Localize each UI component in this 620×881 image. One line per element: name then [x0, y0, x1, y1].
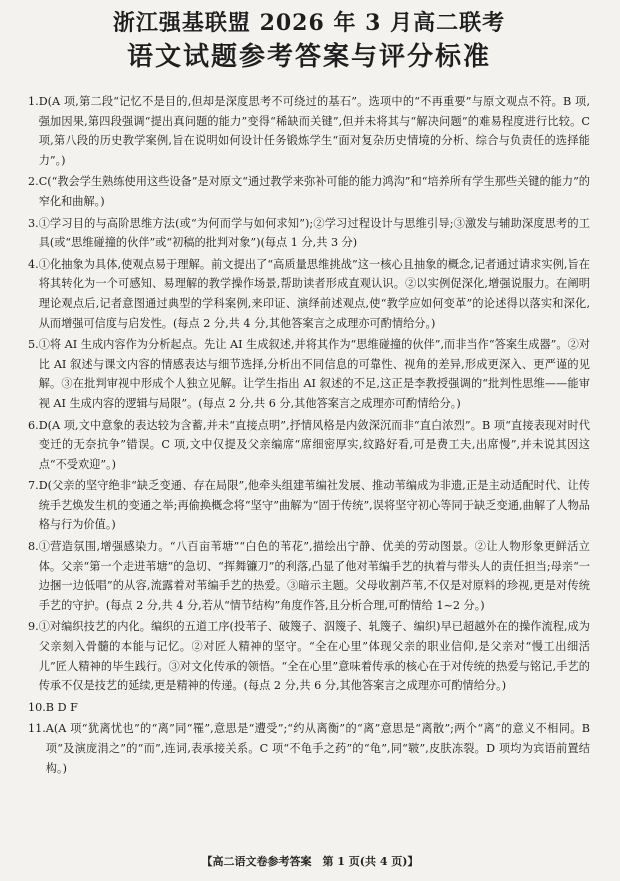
answer-number: 4.: [28, 257, 39, 271]
document-subtitle: 语文试题参考答案与评分标准: [126, 42, 491, 72]
answer-text: ①化抽象为具体,使观点易于理解。前文提出了“高质量思维挑战”这一核心且抽象的概念,记者通过请求实例,旨在将其转化为一个可感知、易理解的教学操作场景,帮助读者形成直观认识。②以实例促深化,增强说服力。在阐明理论观点后,记者意图通过典型的学科案例,来印证、演绎前述观点,使“教学应如何变革”的论述得以落实和深化,从而增强可信度与启发性。(每点 2 分,共 4 分,其他答案言之成理亦可酌情给分。): [38, 257, 590, 330]
answer-item: [28, 698, 590, 718]
answer-item: [28, 255, 590, 333]
answer-item: [28, 335, 590, 413]
answer-text: ①对编织技艺的内化。编织的五道工序(投苇子、破篾子、泅篾子、轧篾子、编织)早已超越外在的操作流程,成为父亲刻入骨髓的本能与记忆。②对匠人精神的坚守。“全在心里”体现父亲的职业信仰,是父亲对“慢工出细活儿”匠人精神的毕生践行。③对文化传承的领悟。“全在心里”意味着传承的核心在于对传统的热爱与铭记,手艺的传承不仅是技艺的延续,更是精神的传递。(每点 2 分,共 6 分,其他答案言之成理亦可酌情给分。): [38, 620, 590, 693]
answer-number: 9.: [28, 620, 39, 634]
answer-item: [28, 92, 590, 170]
answer-item: [28, 416, 590, 475]
page-footer: 【高二语文卷参考答案 第 1 页(共 4 页)】: [201, 855, 419, 868]
answer-number: 3.: [28, 216, 39, 230]
answer-item: [28, 537, 590, 615]
answer-number: 11.: [28, 722, 46, 736]
answer-text: B D F: [45, 700, 78, 714]
answer-item: [28, 172, 590, 211]
answer-number: 10.: [28, 700, 46, 714]
answer-text: ①学习目的与高阶思维方法(或“为何而学与如何求知”);②学习过程设计与思维引导;③激发与辅助深度思考的工具(或“思维碰撞的伙伴”或“初稿的批判对象”)(每点 1 分,共 3 分): [38, 216, 590, 250]
answer-list: [28, 92, 590, 778]
answer-number: 2.: [28, 175, 39, 189]
answer-text: A(A 项“犹离忧也”的“离”同“罹”,意思是“遭受”;“约从离衡”的“离”意思是“离散”;两个“离”的意义不相同。B 项“及演庞涓之”的“而”,连词,表承接关系。C 项“不龟手之药”的“龟”,同“皲”,皮肤冻裂。D 项均为宾语前置结构。): [45, 722, 590, 775]
answer-number: 1.: [28, 95, 39, 108]
answer-text: C(“教会学生熟练使用这些设备”是对原文“通过教学来弥补可能的能力鸿沟”和“培养所有学生那些关键的能力”的窄化和曲解。): [38, 175, 590, 208]
answer-item: [28, 214, 590, 253]
answer-text: D(父亲的坚守绝非“缺乏变通、存在局限”,他牵头组建苇编社发展、推动苇编成为非遗,正是主动适配时代、让传统手艺焕发生机的变通之举;再偷换概念将“坚守”曲解为“固于传统”,误将坚守初心等同于缺乏变通,曲解了人物品格与行为价值。): [38, 479, 590, 532]
answer-item: [28, 719, 590, 778]
answer-text: D(A 项,文中意象的表达较为含蓄,并未“直接点明”,抒情风格是内敛深沉而非“直白浓烈”。B 项“直接表现对时代变迁的无奈抗争”错误。C 项,文中仅提及父亲编席“席细密厚实,纹路好看,可是费工夫,出席慢”,并未说其因这点“不受欢迎”。): [38, 418, 590, 471]
answer-number: 6.: [28, 418, 39, 432]
answer-item: [28, 617, 590, 695]
answer-number: 7.: [28, 479, 39, 493]
answer-number: 8.: [28, 540, 39, 554]
answer-text: ①将 AI 生成内容作为分析起点。先让 AI 生成叙述,并将其作为“思维碰撞的伙伴”,而非当作“答案生成器”。②对比 AI 叙述与课文内容的情感表达与细节选择,分析出不同信息的可靠性、视角的差异,形成更深入、更严谨的见解。③在批判审视中形成个人独立见解。让学生指出 AI 叙述的不足,这正是李教授强调的“批判性思维——能审视 AI 生成内容的逻辑与局限”。(每点 2 分,共 6 分,其他答案言之成理亦可酌情给分。): [38, 338, 590, 410]
answer-text: ①营造氛围,增强感染力。“八百亩苇塘”“白色的苇花”,描绘出宁静、优美的劳动图景。②让人物形象更鲜活立体。父亲“第一个走进苇塘”的急切、“挥舞镰刀”的利落,凸显了他对苇编手艺的执着与带头人的责任担当;母亲“一边捆一边低唱”的从容,流露着对苇编手艺的热爱。③暗示主题。父母收割芦苇,不仅是对原料的珍视,更是对传统手艺的守护。(每点 2 分,共 4 分,若从“情节结构”角度作答,且分析合理,可酌情给 1~2 分。): [38, 540, 590, 612]
answer-text: D(A 项,第二段“记忆不是目的,但却是深度思考不可绕过的基石”。选项中的“不再重要”与原文观点不符。B 项,强加因果,第四段强调“提出真问题的能力”变得“稀缺而关键”,但并未将其与“解决问题”的难易程度进行比较。C 项,第八段的历史教学案例,旨在说明如何设计任务锻炼学生“面对复杂历史情境的分析、综合与负责任的选择能力”。): [38, 95, 590, 167]
answer-item: [28, 476, 590, 535]
exam-title: 浙江强基联盟 2026 年 3 月高二联考: [112, 10, 506, 36]
answer-number: 5.: [28, 338, 39, 352]
